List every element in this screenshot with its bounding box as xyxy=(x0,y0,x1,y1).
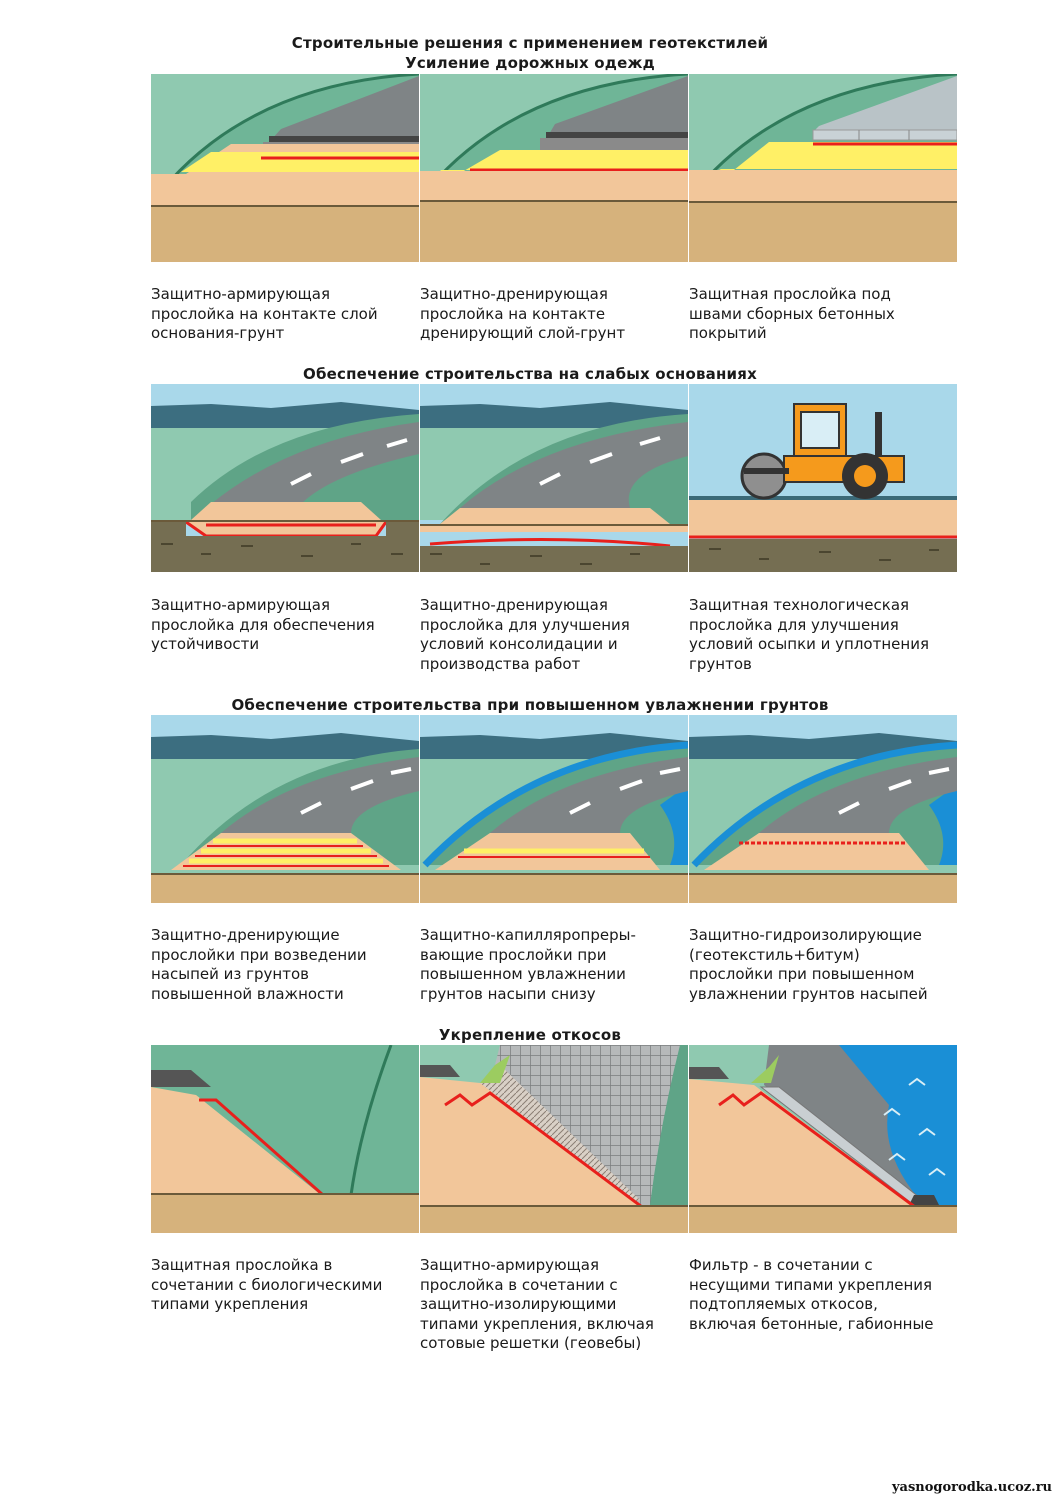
diagram-capillary-break xyxy=(420,715,688,903)
diagram-geoweb-slope xyxy=(420,1045,688,1233)
caption-capillary-break: Защитно-капилляропреры- вающие прослойки при повышенном увлажнении грунтов насыпи снизу xyxy=(420,926,636,1003)
diagram-wet-fill-drainage xyxy=(151,715,419,903)
page-title: Строительные решения с применением геотекстилей xyxy=(291,34,769,52)
diagram-biological-slope xyxy=(151,1045,419,1233)
caption-road-base-soil: Защитно-армирующая прослойка на контакте слой основания-грунт xyxy=(151,285,378,342)
caption-compaction-layer: Защитная технологическая прослойка для улучшения условий осыпки и уплотнения грунтов xyxy=(689,596,929,673)
diagram-concrete-joints xyxy=(689,74,957,262)
site-watermark: yasnogorodka.ucoz.ru xyxy=(892,1480,1052,1495)
section-title-slope-protection: Укрепление откосов xyxy=(438,1026,622,1044)
caption-geoweb-slope: Защитно-армирующая прослойка в сочетании с защитно-изолирующими типами укрепления, включая сотовые решетки (геовебы) xyxy=(420,1256,654,1352)
caption-stability-layer: Защитно-армирующая прослойка для обеспечения устойчивости xyxy=(151,596,375,653)
caption-submerged-slope-filter: Фильтр - в сочетании с несущими типами укрепления подтопляемых откосов, включая бетонные, габионные xyxy=(689,1256,934,1333)
diagram-drainage-layer-soil xyxy=(420,74,688,262)
section-title-road-reinforcement: Усиление дорожных одежд xyxy=(405,54,655,72)
caption-waterproofing-layer: Защитно-гидроизолирующие (геотекстиль+битум) прослойки при повышенном увлажнении грунтов насыпей xyxy=(689,926,928,1003)
diagram-submerged-slope-filter xyxy=(689,1045,957,1233)
section-title-wet-soils: Обеспечение строительства при повышенном увлажнении грунтов xyxy=(231,696,829,714)
diagram-stability-layer xyxy=(151,384,419,572)
section-title-weak-foundations: Обеспечение строительства на слабых основаниях xyxy=(303,365,757,383)
diagram-compaction-roller xyxy=(689,384,957,572)
caption-biological-slope: Защитная прослойка в сочетании с биологическими типами укрепления xyxy=(151,1256,383,1313)
diagram-consolidation-layer xyxy=(420,384,688,572)
caption-drainage-layer-soil: Защитно-дренирующая прослойка на контакте дренирующий слой-грунт xyxy=(420,285,626,342)
diagram-waterproofing-layer xyxy=(689,715,957,903)
caption-concrete-joints: Защитная прослойка под швами сборных бетонных покрытий xyxy=(689,285,895,342)
caption-consolidation-layer: Защитно-дренирующая прослойка для улучшения условий консолидации и производства работ xyxy=(420,596,630,673)
diagram-road-base-soil xyxy=(151,74,419,262)
caption-wet-fill-drainage: Защитно-дренирующие прослойки при возведении насыпей из грунтов повышенной влажности xyxy=(151,926,367,1003)
